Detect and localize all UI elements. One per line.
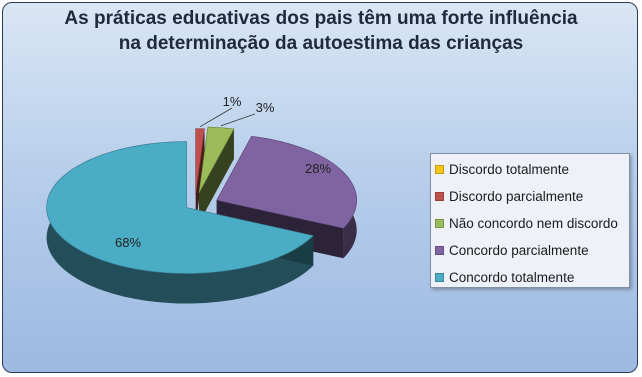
legend-swatch <box>435 273 444 282</box>
data-label: 28% <box>304 161 332 176</box>
legend-label: Concordo totalmente <box>449 270 575 285</box>
legend-swatch <box>435 192 444 201</box>
legend-swatch <box>435 219 444 228</box>
legend-item <box>435 156 629 183</box>
chart-title-line-1: As práticas educativas dos pais têm uma forte influência <box>64 8 578 29</box>
data-label: 1% <box>222 94 242 109</box>
data-label: 3% <box>255 100 275 115</box>
legend-item <box>435 210 629 237</box>
legend-label: Não concordo nem discordo <box>449 216 618 231</box>
chart-title-line-2: na determinação da autoestima das crianças <box>118 33 524 54</box>
leader-line <box>221 114 255 126</box>
legend-swatch <box>435 165 444 174</box>
legend-label: Discordo parcialmente <box>449 189 584 204</box>
data-label: 68% <box>114 235 142 250</box>
legend-item <box>435 237 629 264</box>
legend-swatch <box>435 246 444 255</box>
legend-item <box>435 183 629 210</box>
legend-label: Discordo totalmente <box>449 162 570 177</box>
legend <box>430 153 630 288</box>
legend-label: Concordo parcialmente <box>449 243 589 258</box>
legend-item <box>435 264 629 291</box>
